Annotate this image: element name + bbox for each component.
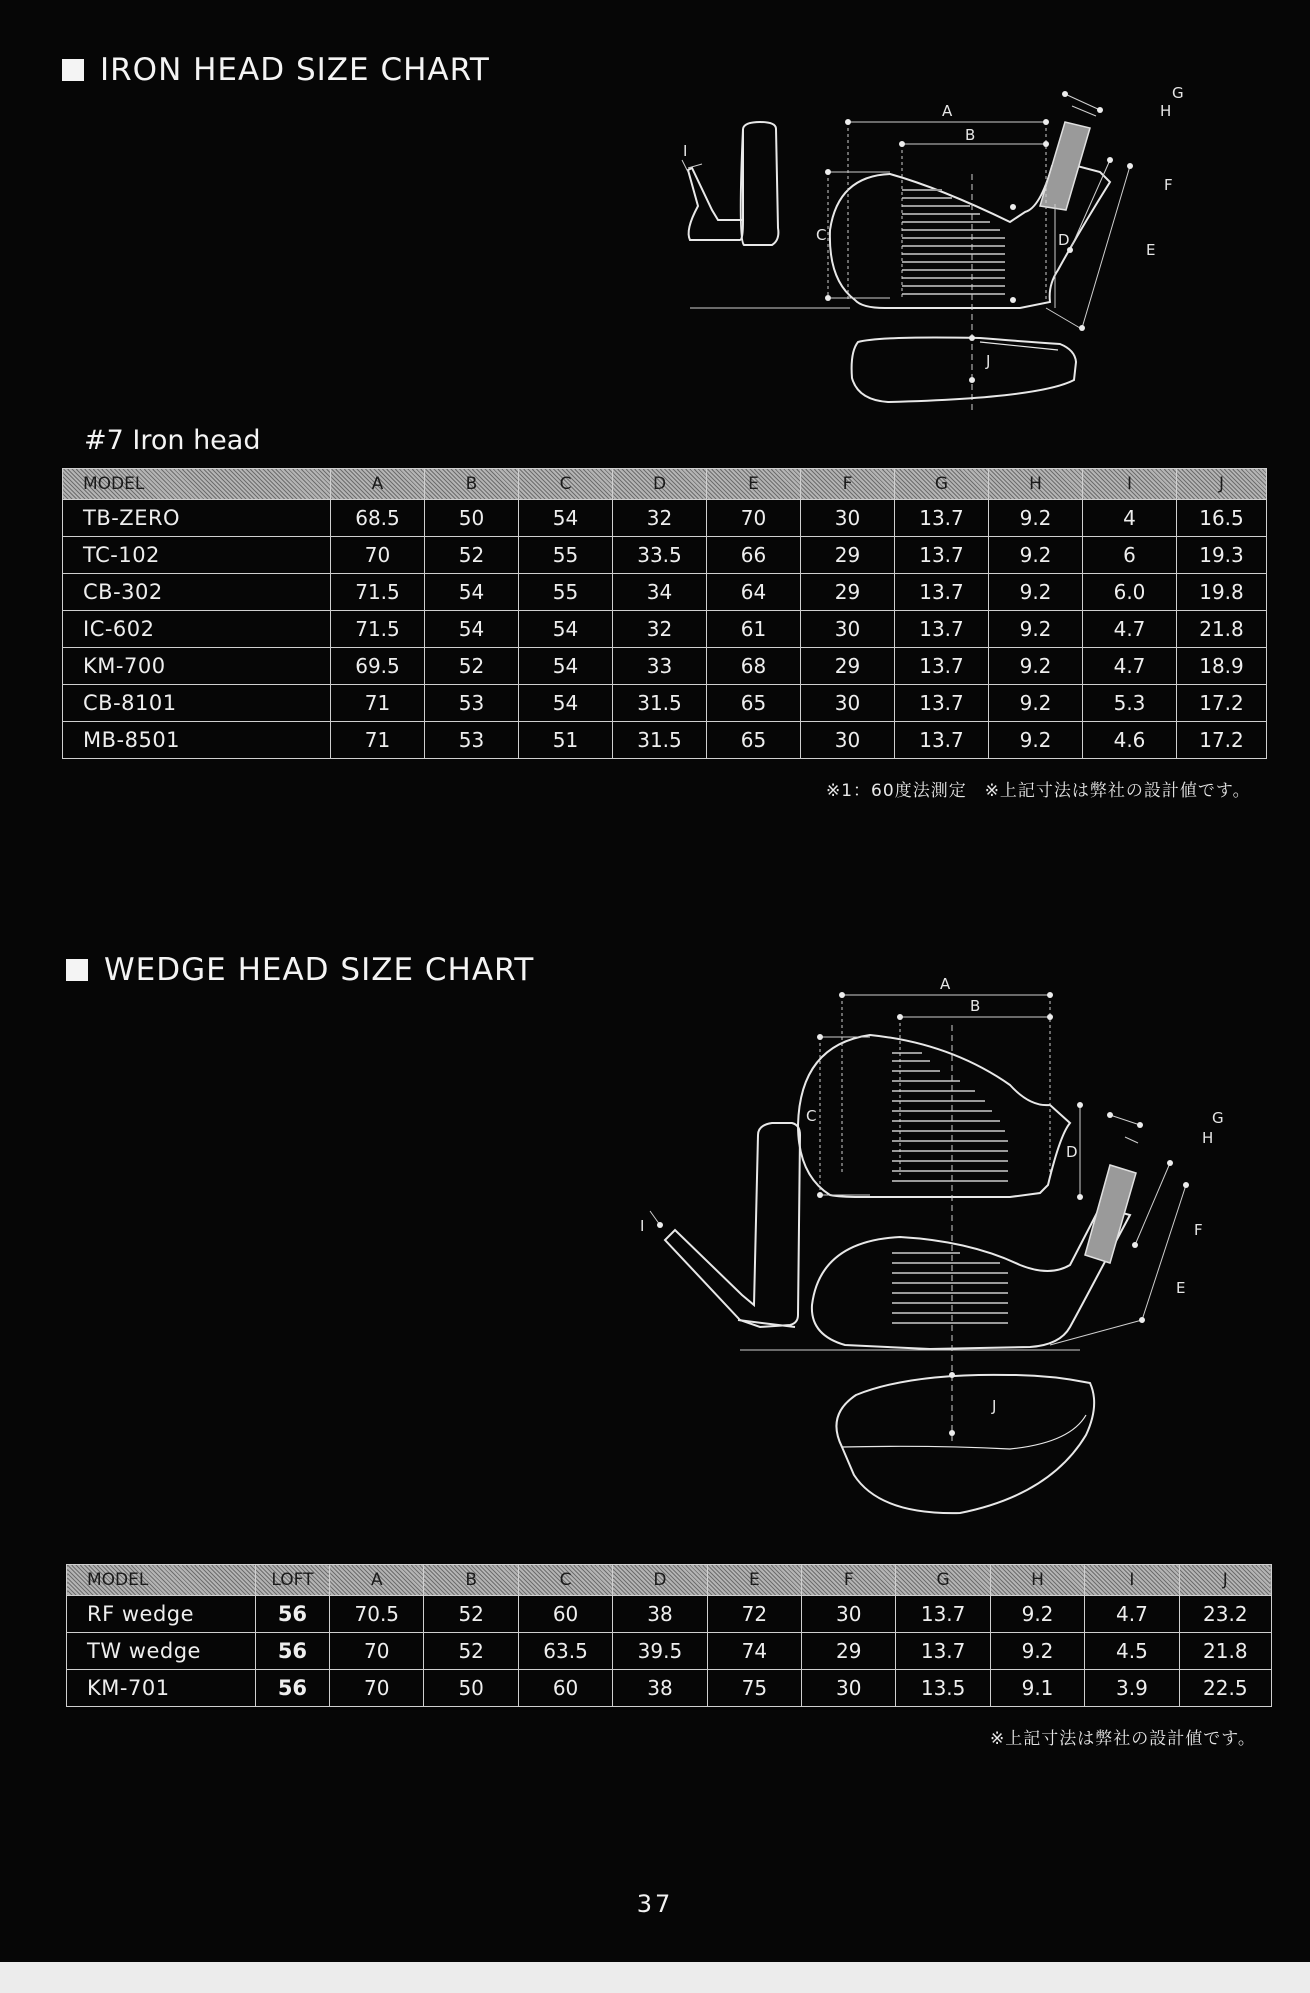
table-cell: 3.9 (1085, 1670, 1179, 1707)
table-cell: 9.2 (989, 537, 1083, 574)
table-row (67, 1633, 1272, 1670)
column-header: I (1085, 1565, 1179, 1596)
table-cell: 13.7 (895, 648, 989, 685)
wedge-header-row (67, 1565, 1272, 1596)
table-cell: 4.7 (1083, 611, 1177, 648)
table-cell: 6.0 (1083, 574, 1177, 611)
table-cell: 72 (707, 1596, 801, 1633)
table-cell: RF wedge (67, 1596, 256, 1633)
table-cell: 13.7 (895, 537, 989, 574)
column-header: B (425, 469, 519, 500)
table-cell: IC-602 (63, 611, 331, 648)
column-header: J (1179, 1565, 1271, 1596)
table-cell: 6 (1083, 537, 1177, 574)
table-cell: 33 (613, 648, 707, 685)
wedge-lower-face-view (812, 1207, 1130, 1349)
table-cell: 71 (331, 685, 425, 722)
table-cell: 4.5 (1085, 1633, 1179, 1670)
dim-label-g: G (1172, 84, 1184, 102)
wedge-section-title (66, 952, 534, 988)
table-cell: 38 (613, 1596, 707, 1633)
column-header: J (1177, 469, 1267, 500)
dim-label-g: G (1212, 1109, 1224, 1127)
table-cell: 70 (330, 1670, 424, 1707)
table-cell: 71.5 (331, 574, 425, 611)
table-cell: 68.5 (331, 500, 425, 537)
column-header: LOFT (255, 1565, 329, 1596)
table-cell: 66 (707, 537, 801, 574)
wedge-face-view (798, 1035, 1070, 1197)
table-cell: 68 (707, 648, 801, 685)
iron-section-title (62, 52, 490, 88)
column-header: D (613, 1565, 707, 1596)
table-cell: 63.5 (518, 1633, 612, 1670)
dim-label-f: F (1164, 176, 1173, 194)
table-cell: 38 (613, 1670, 707, 1707)
column-header: I (1083, 469, 1177, 500)
dim-label-b: B (965, 126, 976, 144)
dim-label-d: D (1066, 1143, 1078, 1161)
table-cell: 51 (519, 722, 613, 759)
table-cell: 9.2 (990, 1633, 1084, 1670)
table-cell: 30 (801, 722, 895, 759)
table-row (63, 722, 1267, 759)
table-cell: 13.7 (895, 685, 989, 722)
table-cell: 53 (425, 685, 519, 722)
dim-label-e: E (1146, 241, 1156, 259)
dim-label-a: A (940, 975, 951, 993)
table-cell: 29 (801, 648, 895, 685)
table-cell: 4.6 (1083, 722, 1177, 759)
wedge-top-view (836, 1375, 1094, 1513)
table-cell: 19.3 (1177, 537, 1267, 574)
dim-label-d: D (1058, 231, 1070, 249)
dim-label-b: B (970, 997, 981, 1015)
table-row (63, 500, 1267, 537)
table-row (63, 537, 1267, 574)
table-cell: 22.5 (1179, 1670, 1271, 1707)
table-cell: 9.2 (990, 1596, 1084, 1633)
table-cell: 56 (255, 1596, 329, 1633)
table-cell: 18.9 (1177, 648, 1267, 685)
column-header: C (518, 1565, 612, 1596)
table-cell: 9.2 (989, 685, 1083, 722)
table-cell: 5.3 (1083, 685, 1177, 722)
page-bottom-edge (0, 1962, 1310, 1993)
dim-label-a: A (942, 102, 953, 120)
table-cell: KM-701 (67, 1670, 256, 1707)
square-bullet-icon (66, 959, 88, 981)
dim-label-c: C (806, 1107, 817, 1125)
table-cell: 9.2 (989, 722, 1083, 759)
table-cell: 32 (613, 500, 707, 537)
table-cell: 56 (255, 1633, 329, 1670)
table-cell: 54 (519, 648, 613, 685)
dim-label-c: C (816, 226, 827, 244)
table-cell: 70 (331, 537, 425, 574)
table-cell: CB-302 (63, 574, 331, 611)
iron-header-row (63, 469, 1267, 500)
table-cell: 13.7 (895, 722, 989, 759)
table-cell: 4 (1083, 500, 1177, 537)
dim-label-h: H (1160, 102, 1172, 120)
column-header: B (424, 1565, 518, 1596)
table-row (63, 685, 1267, 722)
table-cell: 71.5 (331, 611, 425, 648)
iron-head-diagram (680, 80, 1240, 420)
table-cell: 34 (613, 574, 707, 611)
column-header: G (896, 1565, 990, 1596)
dim-label-f: F (1194, 1221, 1203, 1239)
page-number: 37 (636, 1890, 674, 1918)
table-cell: 60 (518, 1670, 612, 1707)
table-cell: 9.2 (989, 500, 1083, 537)
table-cell: 69.5 (331, 648, 425, 685)
iron-side-view (688, 129, 743, 240)
table-cell: 17.2 (1177, 685, 1267, 722)
table-cell: 56 (255, 1670, 329, 1707)
column-header: D (613, 469, 707, 500)
table-cell: 65 (707, 685, 801, 722)
table-cell: 52 (424, 1596, 518, 1633)
table-cell: 50 (425, 500, 519, 537)
table-cell: 31.5 (613, 685, 707, 722)
column-header: F (802, 1565, 896, 1596)
column-header: E (707, 1565, 801, 1596)
dim-label-j: J (986, 352, 991, 370)
table-cell: 31.5 (613, 722, 707, 759)
table-cell: 65 (707, 722, 801, 759)
table-cell: 30 (801, 685, 895, 722)
column-header: E (707, 469, 801, 500)
iron-footnote: ※1：60度法測定 ※上記寸法は弊社の設計値です。 (826, 781, 1251, 801)
table-cell: 29 (802, 1633, 896, 1670)
dim-label-j: J (992, 1397, 997, 1415)
table-cell: 52 (424, 1633, 518, 1670)
wedge-spec-table (66, 1564, 1272, 1707)
column-header: H (990, 1565, 1084, 1596)
table-cell: 70 (707, 500, 801, 537)
table-cell: 9.1 (990, 1670, 1084, 1707)
table-cell: 30 (802, 1670, 896, 1707)
table-cell: 4.7 (1083, 648, 1177, 685)
column-header: A (330, 1565, 424, 1596)
table-cell: 30 (801, 500, 895, 537)
table-cell: 54 (519, 685, 613, 722)
iron-title-text: IRON HEAD SIZE CHART (100, 52, 490, 88)
square-bullet-icon (62, 59, 84, 81)
table-cell: CB-8101 (63, 685, 331, 722)
table-row (63, 611, 1267, 648)
table-cell: 13.7 (895, 500, 989, 537)
table-cell: 23.2 (1179, 1596, 1271, 1633)
table-cell: 13.7 (895, 611, 989, 648)
table-cell: 74 (707, 1633, 801, 1670)
wedge-side-view (665, 1123, 800, 1327)
table-cell: 30 (801, 611, 895, 648)
wedge-title-text: WEDGE HEAD SIZE CHART (104, 952, 535, 988)
dim-label-i: I (683, 142, 688, 160)
table-cell: 71 (331, 722, 425, 759)
table-cell: 70.5 (330, 1596, 424, 1633)
column-header: H (989, 469, 1083, 500)
table-cell: 21.8 (1179, 1633, 1271, 1670)
iron-subtitle: #7 Iron head (84, 425, 261, 456)
table-cell: 33.5 (613, 537, 707, 574)
column-header: C (519, 469, 613, 500)
table-cell: 52 (425, 648, 519, 685)
table-cell: 54 (425, 611, 519, 648)
table-row (67, 1670, 1272, 1707)
table-row (63, 574, 1267, 611)
table-cell: 9.2 (989, 648, 1083, 685)
table-cell: 61 (707, 611, 801, 648)
dim-label-i: I (640, 1217, 645, 1235)
wedge-footnote: ※上記寸法は弊社の設計値です。 (990, 1729, 1256, 1749)
table-cell: 19.8 (1177, 574, 1267, 611)
table-cell: 13.7 (896, 1633, 990, 1670)
column-header: G (895, 469, 989, 500)
table-cell: 4.7 (1085, 1596, 1179, 1633)
iron-top-view (852, 338, 1076, 403)
table-row (63, 648, 1267, 685)
iron-hosel-shaded (1040, 122, 1090, 210)
table-cell: 29 (801, 537, 895, 574)
table-cell: TC-102 (63, 537, 331, 574)
table-cell: 13.5 (896, 1670, 990, 1707)
table-cell: 54 (425, 574, 519, 611)
table-cell: 9.2 (989, 574, 1083, 611)
table-cell: 75 (707, 1670, 801, 1707)
table-cell: 32 (613, 611, 707, 648)
table-cell: 30 (802, 1596, 896, 1633)
table-cell: 13.7 (896, 1596, 990, 1633)
table-cell: TB-ZERO (63, 500, 331, 537)
dim-label-h: H (1202, 1129, 1214, 1147)
table-cell: 55 (519, 537, 613, 574)
dim-label-e: E (1176, 1279, 1186, 1297)
column-header: MODEL (63, 469, 331, 500)
table-cell: 21.8 (1177, 611, 1267, 648)
column-header: F (801, 469, 895, 500)
table-cell: 54 (519, 611, 613, 648)
table-cell: 54 (519, 500, 613, 537)
table-cell: 29 (801, 574, 895, 611)
table-cell: 64 (707, 574, 801, 611)
iron-spec-table (62, 468, 1267, 759)
column-header: A (331, 469, 425, 500)
table-cell: 70 (330, 1633, 424, 1670)
table-cell: KM-700 (63, 648, 331, 685)
table-cell: 52 (425, 537, 519, 574)
table-cell: 53 (425, 722, 519, 759)
table-cell: 55 (519, 574, 613, 611)
table-cell: 17.2 (1177, 722, 1267, 759)
table-cell: 60 (518, 1596, 612, 1633)
column-header: MODEL (67, 1565, 256, 1596)
table-cell: MB-8501 (63, 722, 331, 759)
table-cell: 50 (424, 1670, 518, 1707)
table-cell: 16.5 (1177, 500, 1267, 537)
table-row (67, 1596, 1272, 1633)
wedge-head-diagram (630, 975, 1270, 1535)
table-cell: 9.2 (989, 611, 1083, 648)
table-cell: TW wedge (67, 1633, 256, 1670)
table-cell: 39.5 (613, 1633, 707, 1670)
table-cell: 13.7 (895, 574, 989, 611)
